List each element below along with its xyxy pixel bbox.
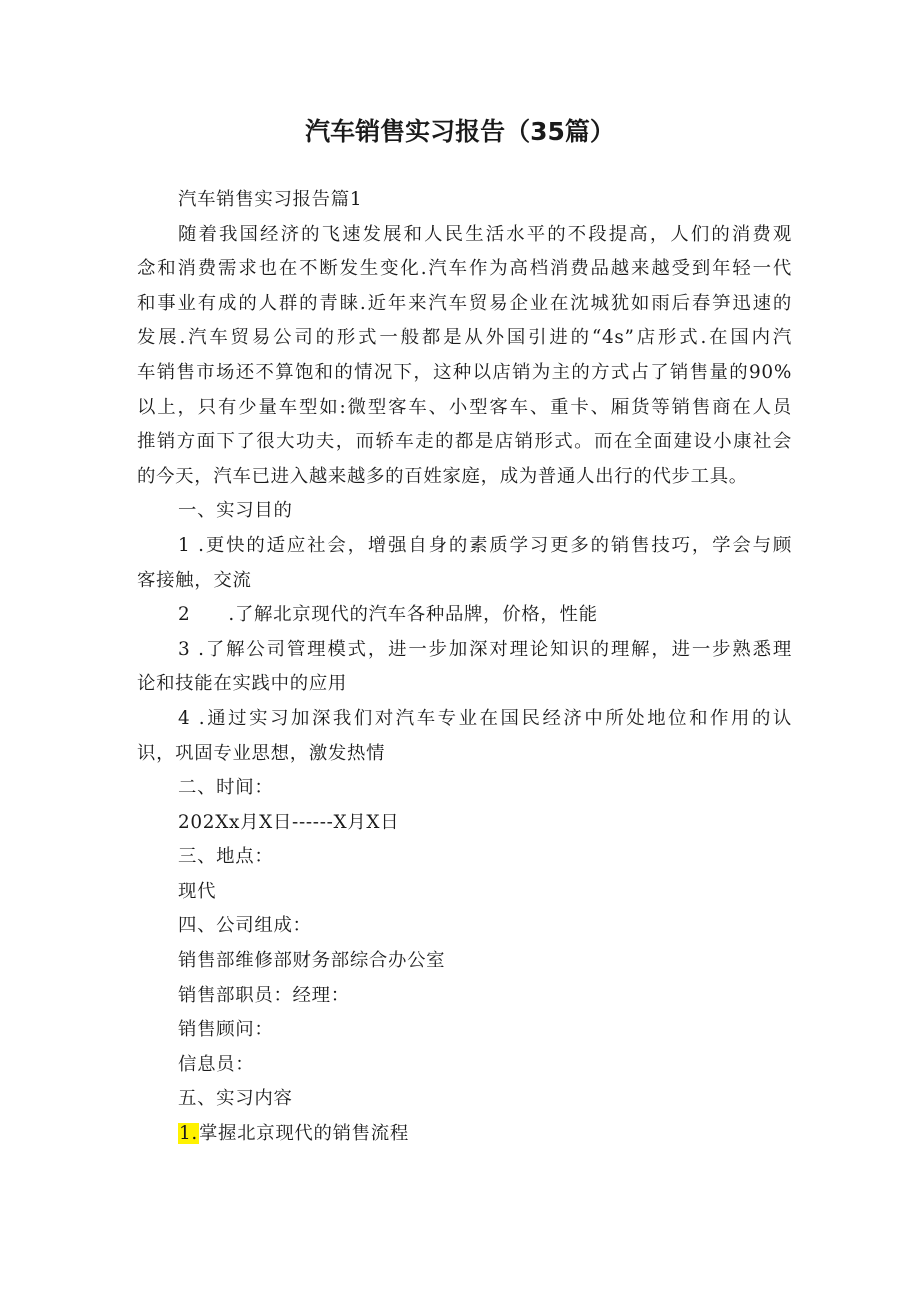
list-item-line: 识，巩固专业思想，激发热情	[137, 742, 386, 764]
list-item-text: 掌握北京现代的销售流程	[198, 1123, 409, 1145]
document-body	[137, 183, 792, 1152]
staff-line: 销售顾问：	[178, 1019, 274, 1041]
paragraph-line: 车销售市场还不算饱和的情况下，这种以店销为主的方式占了销售量的90%	[137, 361, 792, 383]
section-subtitle: 汽车销售实习报告篇1	[178, 189, 363, 210]
list-item-number: 2	[178, 604, 191, 626]
staff-line: 信息员：	[178, 1053, 255, 1075]
document-title: 汽车销售实习报告（35篇）	[305, 117, 615, 146]
list-item-line: 客接触，交流	[137, 569, 252, 591]
paragraph-line: 和事业有成的人群的青睐.近年来汽车贸易企业在沈城犹如雨后春笋迅速的	[137, 292, 792, 314]
highlighted-number: 1.	[179, 1123, 198, 1145]
list-item	[137, 1117, 792, 1152]
paragraph-line: 念和消费需求也在不断发生变化.汽车作为高档消费品越来越受到年轻一代	[137, 258, 792, 280]
departments-line: 销售部维修部财务部综合办公室	[178, 950, 446, 972]
section-heading: 三、地点：	[178, 846, 274, 868]
section-heading: 五、实习内容	[178, 1088, 293, 1110]
time-value: 202Xx月X日------X月X日	[178, 811, 400, 833]
intro-paragraph	[137, 218, 792, 495]
section-heading: 四、公司组成：	[178, 915, 312, 937]
list-item	[137, 598, 792, 633]
paragraph-line: 推销方面下了很大功夫，而轿车走的都是店销形式。而在全面建设小康社会	[137, 431, 792, 453]
list-item-line: 1 .更快的适应社会，增强自身的素质学习更多的销售技巧，学会与顾	[178, 534, 792, 556]
list-item-line: 4 .通过实习加深我们对汽车专业在国民经济中所处地位和作用的认	[178, 707, 792, 729]
list-item-text: .了解北京现代的汽车各种品牌，价格，性能	[228, 604, 598, 626]
list-item-line: 论和技能在实践中的应用	[137, 673, 347, 695]
paragraph-line: 随着我国经济的飞速发展和人民生活水平的不段提高，人们的消费观	[178, 223, 792, 245]
paragraph-line: 发展.汽车贸易公司的形式一般都是从外国引进的“4s”店形式.在国内汽	[137, 327, 792, 349]
section-heading: 二、时间：	[178, 777, 274, 799]
place-value: 现代	[178, 880, 217, 902]
list-item-line: 3 .了解公司管理模式，进一步加深对理论知识的理解，进一步熟悉理	[178, 638, 792, 660]
paragraph-line: 的今天，汽车已进入越来越多的百姓家庭，成为普通人出行的代步工具。	[137, 465, 748, 487]
section-heading: 一、实习目的	[178, 500, 293, 522]
paragraph-line: 以上，只有少量车型如:微型客车、小型客车、重卡、厢货等销售商在人员	[137, 396, 792, 418]
staff-line: 销售部职员：经理：	[178, 984, 350, 1006]
